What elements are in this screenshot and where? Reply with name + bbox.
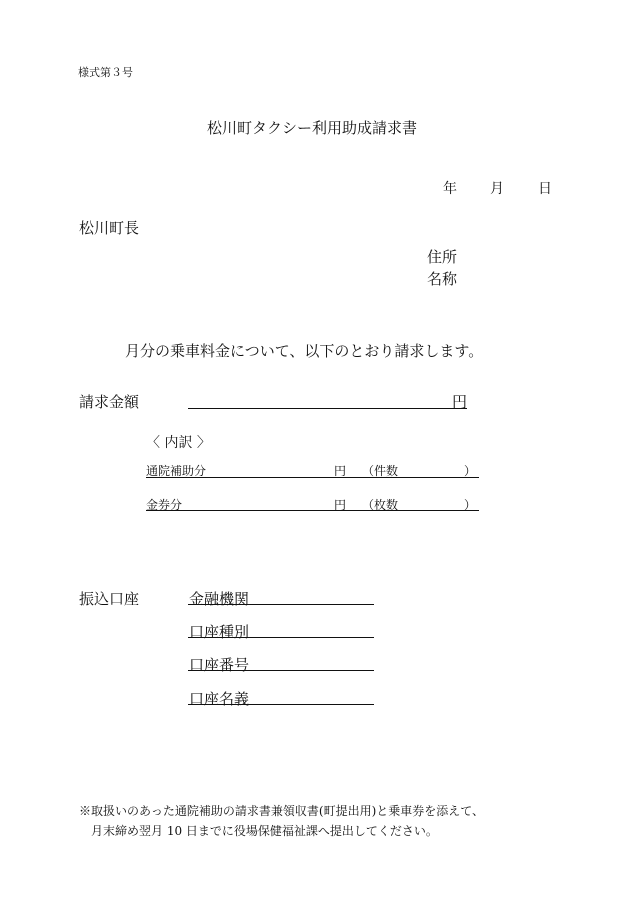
breakdown-row-field[interactable] bbox=[146, 510, 479, 511]
claim-amount-label: 請求金額 bbox=[79, 393, 140, 411]
intro-text: 月分の乗車料金について、以下のとおり請求します。 bbox=[125, 342, 484, 360]
breakdown-row-unit: 円 bbox=[334, 498, 347, 512]
bank-field-input[interactable] bbox=[188, 604, 374, 605]
bank-field-label: 口座種別 bbox=[189, 623, 250, 641]
note-line-2: 月末締め翌月 10 日までに役場保健福祉課へ提出してください。 bbox=[91, 824, 438, 838]
breakdown-row-count-open: （件数 bbox=[362, 464, 399, 478]
date-month-label: 月 bbox=[490, 181, 504, 197]
claim-amount-unit: 円 bbox=[452, 393, 468, 411]
bank-field-label: 金融機関 bbox=[189, 590, 250, 608]
breakdown-row-unit: 円 bbox=[334, 464, 347, 478]
address-label: 住所 bbox=[427, 248, 458, 266]
form-number: 様式第３号 bbox=[78, 66, 133, 79]
breakdown-row-count-open: （枚数 bbox=[362, 498, 399, 512]
page-title: 松川町タクシー利用助成請求書 bbox=[207, 119, 418, 137]
date-year-label: 年 bbox=[443, 181, 457, 197]
bank-field-label: 口座名義 bbox=[189, 690, 250, 708]
addressee: 松川町長 bbox=[79, 219, 140, 237]
date-day-label: 日 bbox=[538, 181, 552, 197]
name-label: 名称 bbox=[427, 270, 458, 288]
breakdown-row-count-close: ） bbox=[464, 498, 477, 512]
breakdown-row-label: 金券分 bbox=[146, 498, 183, 512]
breakdown-row-label: 通院補助分 bbox=[146, 464, 207, 478]
bank-field-input[interactable] bbox=[188, 670, 374, 671]
breakdown-row-field[interactable] bbox=[146, 477, 479, 478]
breakdown-row-count-close: ） bbox=[464, 464, 477, 478]
claim-amount-field[interactable] bbox=[188, 408, 467, 409]
bank-field-input[interactable] bbox=[188, 637, 374, 638]
breakdown-heading: 〈 内訳 〉 bbox=[146, 435, 211, 451]
bank-field-label: 口座番号 bbox=[189, 656, 250, 674]
note-line-1: ※取扱いのあった通院補助の請求書兼領収書(町提出用)と乗車券を添えて、 bbox=[79, 804, 485, 818]
bank-field-input[interactable] bbox=[188, 704, 374, 705]
bank-account-label: 振込口座 bbox=[79, 590, 140, 608]
